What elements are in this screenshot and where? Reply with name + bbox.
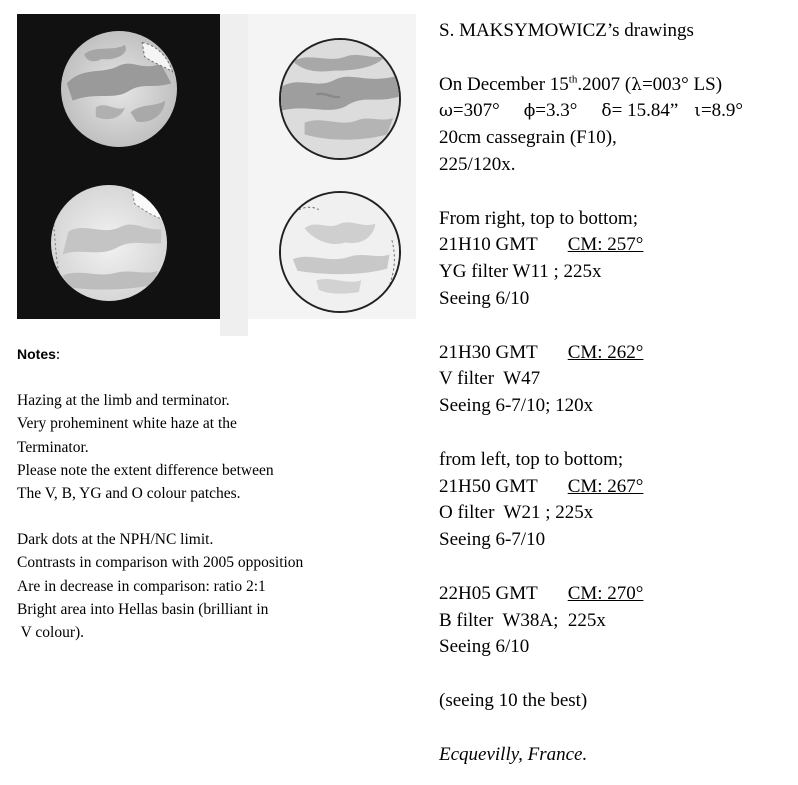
entry-seeing: Seeing 6/10 [439, 287, 530, 309]
mars-drawing-o-filter [61, 31, 177, 147]
mars-drawing-b-filter [51, 185, 167, 301]
entry-seeing: Seeing 6/10 [439, 636, 530, 658]
mars-drawing-v-filter [279, 191, 401, 313]
note-line: Please note the extent difference between [17, 461, 274, 479]
drawings-panel-dark [17, 14, 220, 319]
note-line: Hazing at the limb and terminator. [17, 392, 230, 410]
telescope-info: 20cm cassegrain (F10), [439, 127, 617, 149]
seeing-scale-note: (seeing 10 the best) [439, 689, 588, 711]
entry-filter: YG filter W11 ; 225x [439, 261, 602, 283]
note-line: V colour). [17, 624, 85, 642]
entry-cm: CM: 257° [567, 234, 644, 256]
entry-seeing: Seeing 6-7/10 [439, 529, 546, 551]
entry-cm: CM: 267° [567, 475, 644, 497]
notes-heading-colon: : [55, 346, 61, 363]
entry-time: 22H05 GMT [439, 582, 538, 604]
entry-filter: O filter W21 ; 225x [439, 502, 594, 524]
location: Ecquevilly, France. [439, 743, 588, 765]
entry-seeing: Seeing 6-7/10; 120x [439, 395, 594, 417]
group-order: From right, top to bottom; [439, 207, 638, 229]
notes-block [17, 343, 417, 644]
entry-time: 21H10 GMT [439, 234, 538, 256]
note-line: Dark dots at the NPH/NC limit. [17, 531, 214, 549]
scan-strip [220, 14, 248, 336]
note-line: Terminator. [17, 438, 89, 456]
entry-filter: V filter W47 [439, 368, 541, 390]
group-order: from left, top to bottom; [439, 448, 624, 470]
entry-filter: B filter W38A; 225x [439, 609, 606, 631]
magnification-info: 225/120x. [439, 153, 516, 175]
mars-drawing-yg-filter [279, 38, 401, 160]
entry-time: 21H50 GMT [439, 475, 538, 497]
notes-heading: Notes [17, 346, 56, 362]
observation-block [439, 18, 794, 768]
entry-time-line [439, 340, 794, 367]
entry-time-line [439, 581, 794, 608]
entry-cm: CM: 262° [567, 341, 644, 363]
entry-time-line [439, 474, 794, 501]
entry-time-line [439, 232, 794, 259]
note-line: Very proheminent white haze at the [17, 415, 237, 433]
observation-date: On December 15th.2007 (λ=003° LS) [439, 73, 723, 95]
notes-heading-line [17, 343, 417, 366]
observation-geometry: ω=307° ϕ=3.3° δ= 15.84” ι=8.9° [439, 100, 744, 122]
drawings-panel-light [248, 14, 416, 319]
note-line: Bright area into Hellas basin (brilliant in [17, 600, 269, 618]
entry-cm: CM: 270° [567, 582, 644, 604]
page-title: S. MAKSYMOWICZ’s drawings [439, 20, 694, 41]
note-line: The V, B, YG and O colour patches. [17, 485, 241, 503]
note-line: Contrasts in comparison with 2005 opposition [17, 554, 304, 572]
note-line: Are in decrease in comparison: ratio 2:1 [17, 577, 266, 595]
entry-time: 21H30 GMT [439, 341, 538, 363]
